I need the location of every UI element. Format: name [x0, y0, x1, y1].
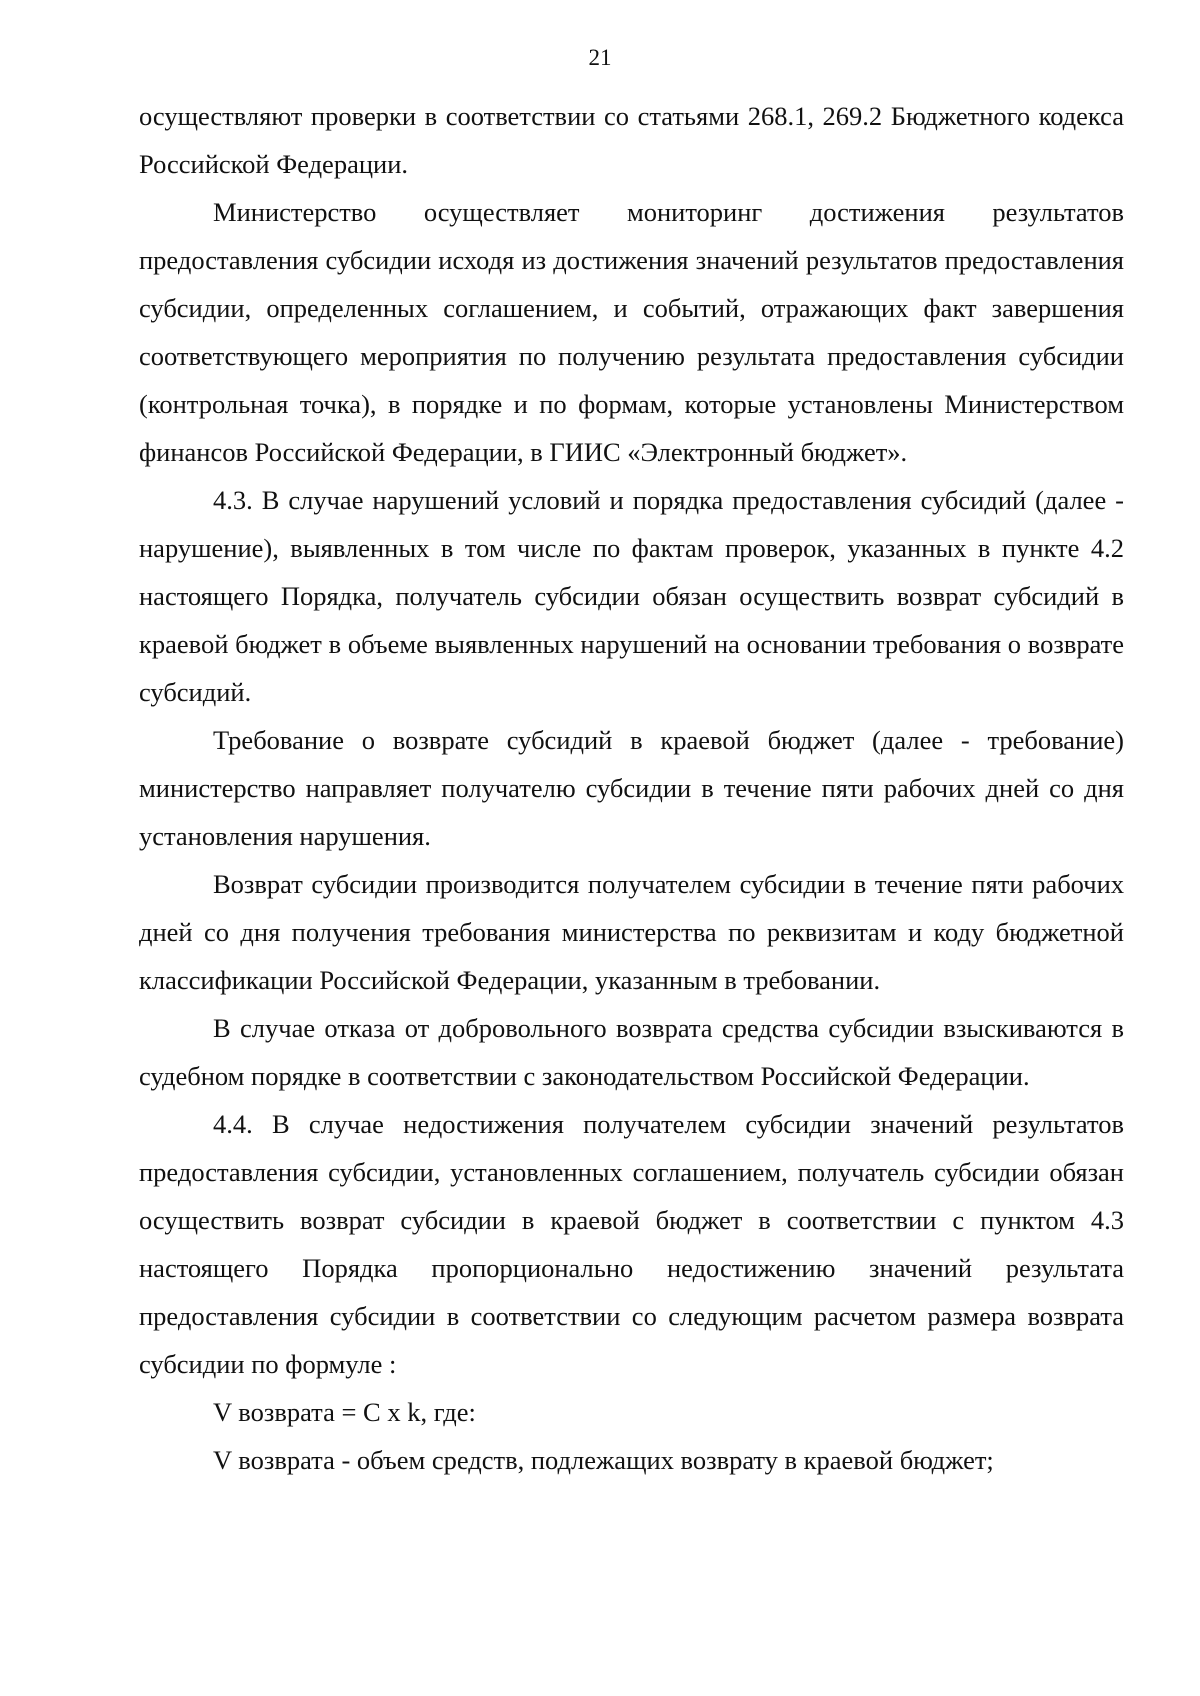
paragraph-monitoring: Министерство осуществляет мониторинг достижения результатов предоставления субсидии исходя из достижения значений результатов предоставления субсидии, определенных соглашением, и событий, отражающих факт завершения соответствующего мероприятия по получению результата предоставления субсидии (контрольная точка), в порядке и по формам, которые установлены Министерством финансов Российской Федерации, в ГИИС «Электронный бюджет». — [139, 197, 1124, 467]
document-body — [139, 92, 1124, 1484]
paragraph-section-4-3: 4.3. В случае нарушений условий и порядка предоставления субсидий (далее - нарушение), выявленных в том числе по фактам проверок, указанных в пункте 4.2 настоящего Порядка, получатель субсидии обязан осуществить возврат субсидий в краевой бюджет в объеме выявленных нарушений на основании требования о возврате субсидий. — [139, 485, 1124, 707]
paragraph-refund-demand: Требование о возврате субсидий в краевой бюджет (далее - требование) министерство направляет получателю субсидии в течение пяти рабочих дней со дня установления нарушения. — [139, 725, 1124, 851]
page-number: 21 — [588, 45, 612, 70]
paragraph-refund-deadline: Возврат субсидии производится получателем субсидии в течение пяти рабочих дней со дня получения требования министерства по реквизитам и коду бюджетной классификации Российской Федерации, указанным в требовании. — [139, 869, 1124, 995]
paragraph-audit-continuation: осуществляют проверки в соответствии со статьями 268.1, 269.2 Бюджетного кодекса Российской Федерации. — [139, 101, 1124, 179]
formula-line: V возврата = C x k, где: — [213, 1397, 476, 1427]
paragraph-section-4-4: 4.4. В случае недостижения получателем субсидии значений результатов предоставления субсидии, установленных соглашением, получатель субсидии обязан осуществить возврат субсидии в краевой бюджет в соответствии с пунктом 4.3 настоящего Порядка пропорционально недостижению значений результата предоставления субсидии в соответствии со следующим расчетом размера возврата субсидии по формуле : — [139, 1109, 1124, 1379]
formula-definition-v: V возврата - объем средств, подлежащих возврату в краевой бюджет; — [213, 1445, 994, 1475]
paragraph-court-recovery: В случае отказа от добровольного возврата средства субсидии взыскиваются в судебном порядке в соответствии с законодательством Российской Федерации. — [139, 1013, 1124, 1091]
